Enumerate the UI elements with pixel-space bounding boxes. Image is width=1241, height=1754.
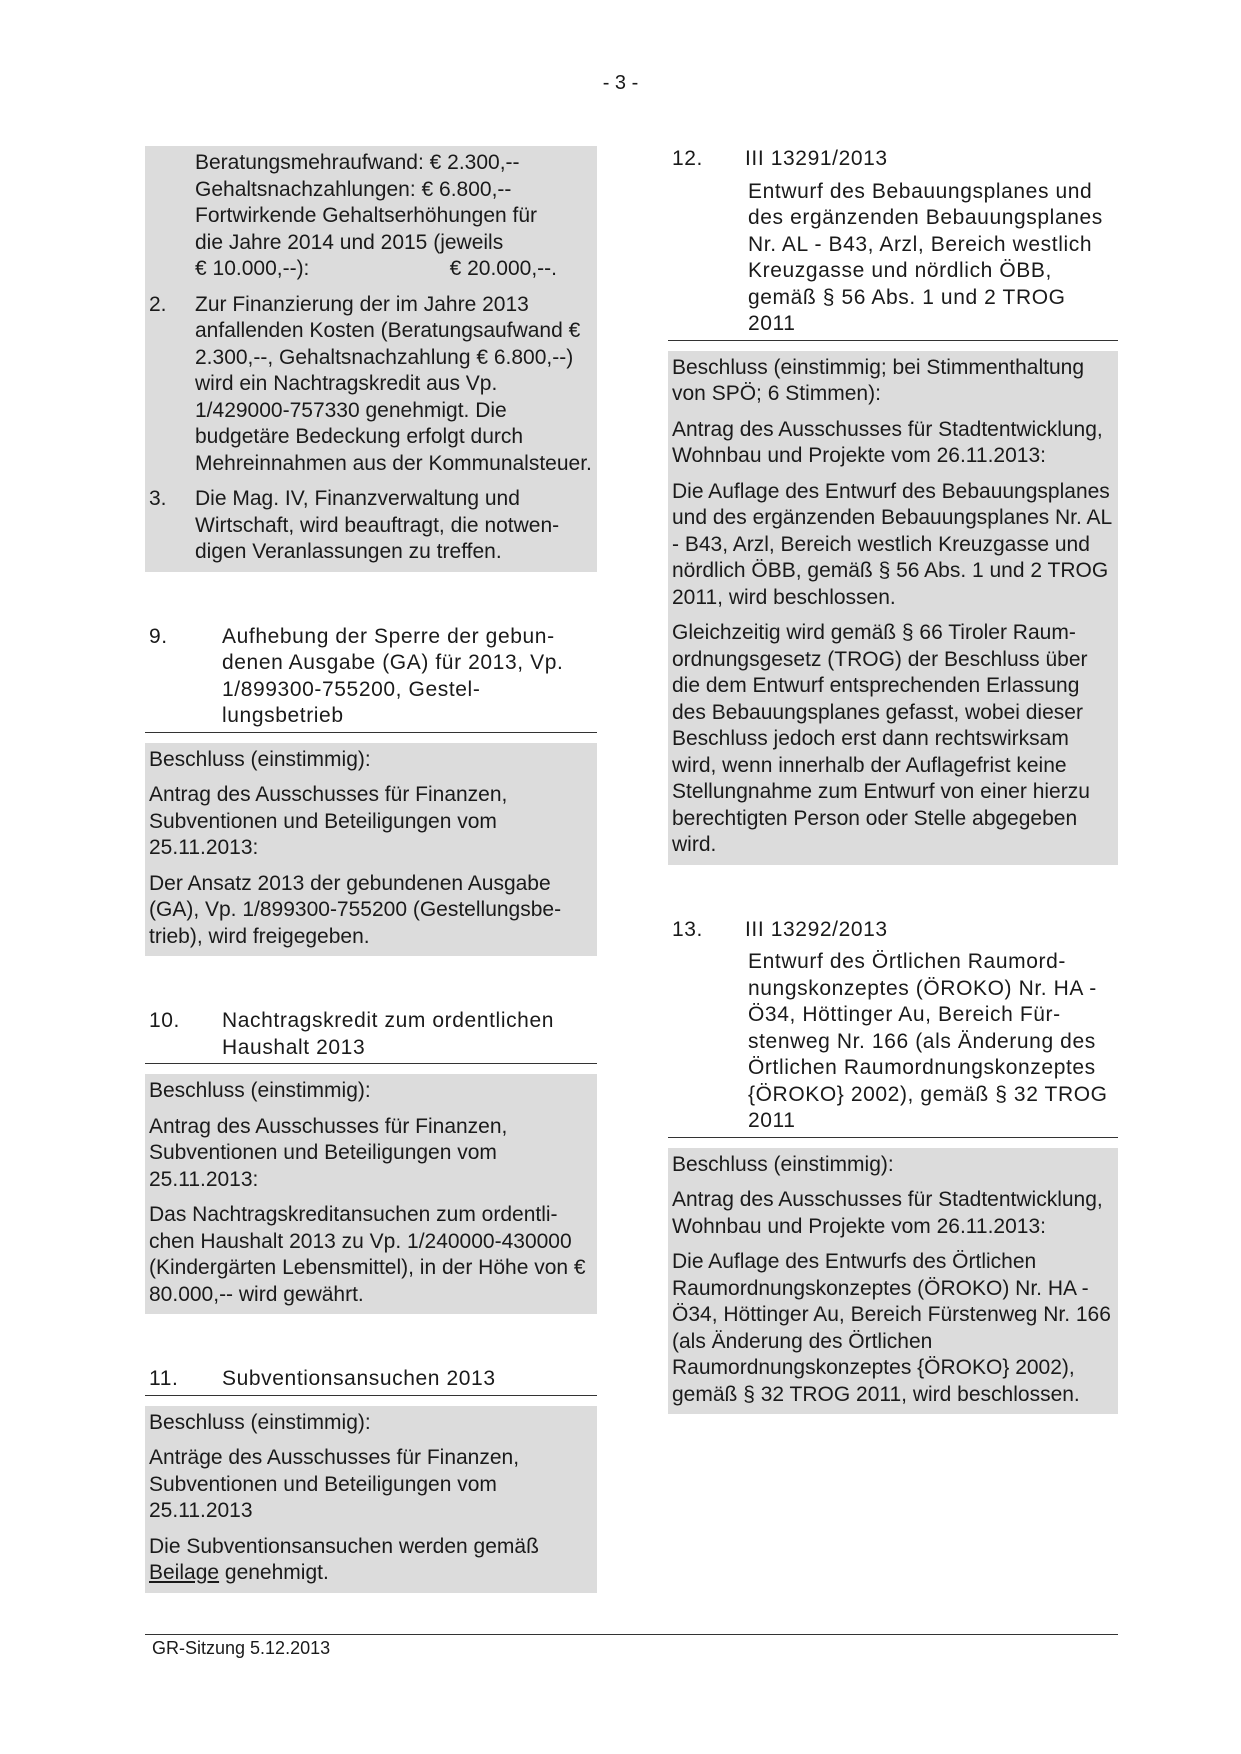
- motion-text: Antrag des Ausschusses für Stadtentwicklung, Wohnbau und Projekte vom 26.11.2013:: [672, 417, 1103, 467]
- agenda-title: Subventionsansuchen 2013: [222, 1367, 496, 1390]
- cost-line: Beratungsmehraufwand: € 2.300,--: [195, 151, 520, 174]
- agenda-number: 9.: [149, 624, 168, 648]
- agenda-item-10: [145, 1008, 597, 1314]
- decision-box: [145, 1406, 597, 1593]
- motion-text: Antrag des Ausschusses für Finanzen, Subventionen und Beteiligungen vom 25.11.2013:: [149, 1114, 508, 1191]
- agenda-number: 11.: [149, 1367, 179, 1390]
- decision-box: [668, 351, 1118, 865]
- agenda-item-11: [145, 1366, 597, 1593]
- agenda-title: Entwurf des Örtlichen Raumordnungskonzeptes (ÖROKO) Nr. HA - Ö34, Höttinger Au, Bereich Fürstenweg Nr. 166 (als Änderung des Örtlichen Raumordnungskonzeptes {ÖROKO} 2002), gemäß § 32 TROG 2011: [668, 949, 1118, 1138]
- list-item-text: Zur Finanzierung der im Jahre 2013 anfallenden Kosten (Beratungsaufwand € 2.300,--, Gehaltsnachzahlung € 6.800,--) wird ein Nachtragskredit aus Vp. 1/429000-757330 genehmigt. Die budgetäre Bedeckung erfolgt durch Mehreinnahmen aus der Kommunalsteuer.: [195, 292, 592, 475]
- cost-line: [149, 256, 593, 283]
- agenda-item-12: [668, 146, 1118, 865]
- list-item-text: Die Mag. IV, Finanzverwaltung und Wirtschaft, wird beauftragt, die notwendigen Veranlassungen zu treffen.: [195, 487, 560, 563]
- right-column: [668, 146, 1118, 1414]
- cost-line: Gehaltsnachzahlungen: € 6.800,--: [195, 177, 512, 201]
- agenda-title: Aufhebung der Sperre der gebundenen Ausgabe (GA) für 2013, Vp. 1/899300-755200, Gestellungsbetrieb: [222, 624, 564, 727]
- decision-text: Der Ansatz 2013 der gebundenen Ausgabe (GA), Vp. 1/899300-755200 (Gestellungsbetrieb), wird freigegeben.: [149, 871, 562, 948]
- decision-text: Gleichzeitig wird gemäß § 66 Tiroler Raumordnungsgesetz (TROG) der Beschluss über die dem Entwurf entsprechenden Erlassung des Bebauungsplanes gefasst, wobei dieser Beschluss jedoch erst dann rechtswirksam wird, wenn innerhalb der Auflagefrist keine Stellungnahme zum Entwurf von einer hierzu berechtigten Person oder Stelle abgegeben wird.: [672, 621, 1090, 856]
- agenda-item-13: [668, 917, 1118, 1415]
- agenda-number: 10.: [149, 1009, 180, 1032]
- decision-text: Das Nachtragskreditansuchen zum ordentlichen Haushalt 2013 zu Vp. 1/240000-430000 (Kindergärten Lebensmittel), in der Höhe von € 80.000,-- wird gewährt.: [149, 1203, 586, 1306]
- continued-decision-box: [145, 146, 597, 572]
- list-item-number: 3.: [149, 487, 167, 510]
- decision-text-post: genehmigt.: [219, 1561, 329, 1584]
- decision-box: [145, 743, 597, 957]
- agenda-number: 12.: [672, 147, 703, 170]
- decision-text-pre: Die Subventionsansuchen werden gemäß: [149, 1534, 539, 1558]
- agenda-title: Entwurf des Bebauungsplanes und des ergänzenden Bebauungsplanes Nr. AL - B43, Arzl, Bereich westlich Kreuzgasse und nördlich ÖBB, gemäß § 56 Abs. 1 und 2 TROG 2011: [668, 179, 1118, 341]
- agenda-number: 13.: [672, 917, 703, 941]
- decision-label: Beschluss (einstimmig):: [149, 1410, 371, 1434]
- decision-label: Beschluss (einstimmig; bei Stimmenthaltung von SPÖ; 6 Stimmen):: [672, 355, 1085, 405]
- decision-label: Beschluss (einstimmig):: [149, 747, 371, 771]
- agenda-heading: [668, 917, 1118, 946]
- agenda-heading: [668, 146, 1118, 175]
- footer-divider: [145, 1634, 1118, 1635]
- cost-label: € 10.000,--):: [195, 257, 310, 280]
- agenda-reference: III 13292/2013: [745, 917, 888, 941]
- decision-label: Beschluss (einstimmig):: [672, 1152, 894, 1176]
- list-item: [149, 486, 593, 566]
- attachment-link[interactable]: Beilage: [149, 1561, 220, 1584]
- cost-line: Fortwirkende Gehaltserhöhungen für: [195, 204, 538, 227]
- cost-line: die Jahre 2014 und 2015 (jeweils: [195, 230, 504, 254]
- motion-text: Antrag des Ausschusses für Stadtentwicklung, Wohnbau und Projekte vom 26.11.2013:: [672, 1188, 1103, 1238]
- left-column: [145, 146, 597, 1593]
- page-number: - 3 -: [602, 72, 639, 94]
- decision-label: Beschluss (einstimmig):: [149, 1079, 371, 1102]
- agenda-heading: [145, 1366, 597, 1396]
- list-item-number: 2.: [149, 292, 167, 316]
- motion-text: Anträge des Ausschusses für Finanzen, Subventionen und Beteiligungen vom 25.11.2013: [149, 1446, 520, 1522]
- agenda-heading: [145, 624, 597, 733]
- decision-text: [149, 1534, 593, 1587]
- decision-box: [668, 1148, 1118, 1415]
- decision-text: Die Auflage des Entwurf des Bebauungsplanes und des ergänzenden Bebauungsplanes Nr. AL - B43, Arzl, Bereich westlich Kreuzgasse und nördlich ÖBB, gemäß § 56 Abs. 1 und 2 TROG 2011, wird beschlossen.: [672, 479, 1112, 609]
- decision-box: [145, 1074, 597, 1314]
- agenda-reference: III 13291/2013: [745, 147, 888, 170]
- agenda-item-9: [145, 624, 597, 957]
- agenda-title: Nachtragskredit zum ordentlichen Haushalt 2013: [222, 1009, 555, 1059]
- list-item: [149, 292, 593, 478]
- cost-amount: € 20.000,--.: [449, 257, 557, 280]
- decision-text: Die Auflage des Entwurfs des Örtlichen Raumordnungskonzeptes (ÖROKO) Nr. HA - Ö34, Höttinger Au, Bereich Fürstenweg Nr. 166 (als Änderung des Örtlichen Raumordnungskonzeptes {ÖROKO} 2002), gemäß § 32 TROG 2011, wird beschlossen.: [672, 1250, 1111, 1406]
- motion-text: Antrag des Ausschusses für Finanzen, Subventionen und Beteiligungen vom 25.11.2013:: [149, 783, 508, 859]
- footer-session: GR-Sitzung 5.12.2013: [152, 1638, 331, 1658]
- agenda-heading: [145, 1008, 597, 1064]
